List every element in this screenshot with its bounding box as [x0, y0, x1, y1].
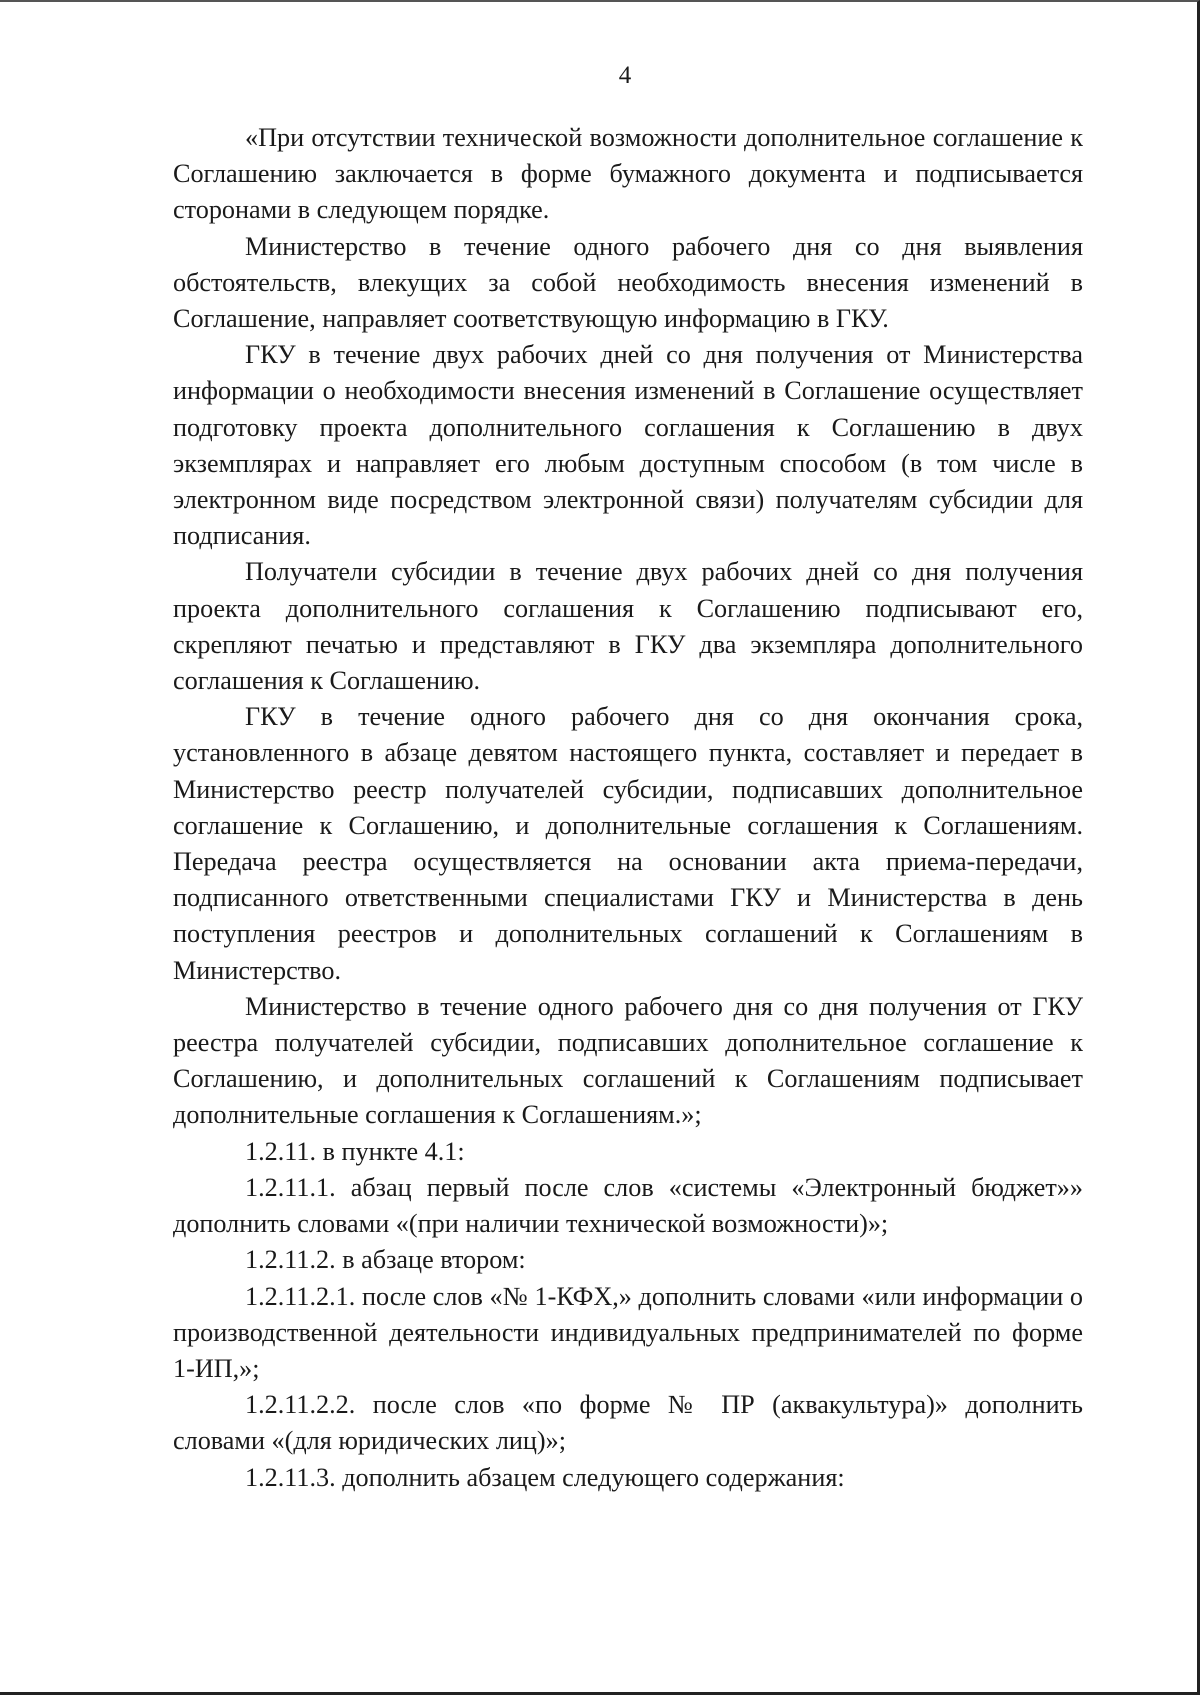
paragraph: Министерство в течение одного рабочего дня со дня получения от ГКУ реестра получателей субсидии, подписавших дополнительное соглашение к Соглашению, и дополнительных соглашений к Соглашениям подписывает дополнительные соглашения к Соглашениям.»; — [173, 991, 1083, 1130]
page-number: 4 — [618, 62, 632, 89]
paragraph: «При отсутствии технической возможности дополнительное соглашение к Соглашению заключается в форме бумажного документа и подписывается сторонами в следующем порядке. — [173, 123, 1083, 225]
document-body — [173, 120, 1083, 1496]
paragraph: ГКУ в течение двух рабочих дней со дня получения от Министерства информации о необходимости внесения изменений в Соглашение осуществляет подготовку проекта дополнительного соглашения к Соглашению в двух экземплярах и направляет его любым доступным способом (в том числе в электронном виде посредством электронной связи) получателям субсидии для подписания. — [173, 340, 1083, 551]
paragraph: 1.2.11. в пункте 4.1: — [245, 1136, 465, 1166]
paragraph: 1.2.11.2.1. после слов «№ 1-КФХ,» дополнить словами «или информации о производственной деятельности индивидуальных предпринимателей по форме 1-ИП,»; — [173, 1281, 1083, 1383]
paragraph: ГКУ в течение одного рабочего дня со дня окончания срока, установленного в абзаце девятом настоящего пункта, составляет и передает в Министерство реестр получателей субсидии, подписавших дополнительное соглашение к Соглашению, и дополнительные соглашения к Соглашениям. Передача реестра осуществляется на основании акта приема-передачи, подписанного ответственными специалистами ГКУ и Министерства в день поступления реестров и дополнительных соглашений к Соглашениям в Министерство. — [173, 702, 1083, 985]
paragraph: 1.2.11.3. дополнить абзацем следующего содержания: — [245, 1462, 845, 1492]
paragraph: Министерство в течение одного рабочего дня со дня выявления обстоятельств, влекущих за собой необходимость внесения изменений в Соглашение, направляет соответствующую информацию в ГКУ. — [173, 231, 1083, 334]
paragraph: 1.2.11.2.2. после слов «по форме № ПР (аквакультура)» дополнить словами «(для юридических лиц)»; — [173, 1390, 1083, 1456]
paragraph: 1.2.11.1. абзац первый после слов «системы «Электронный бюджет»» дополнить словами «(при наличии технической возможности)»; — [173, 1172, 1083, 1239]
paragraph: Получатели субсидии в течение двух рабочих дней со дня получения проекта дополнительного соглашения к Соглашению подписывают его, скрепляют печатью и представляют в ГКУ два экземпляра дополнительного соглашения к Соглашению. — [173, 557, 1083, 696]
paragraph: 1.2.11.2. в абзаце втором: — [245, 1245, 526, 1275]
